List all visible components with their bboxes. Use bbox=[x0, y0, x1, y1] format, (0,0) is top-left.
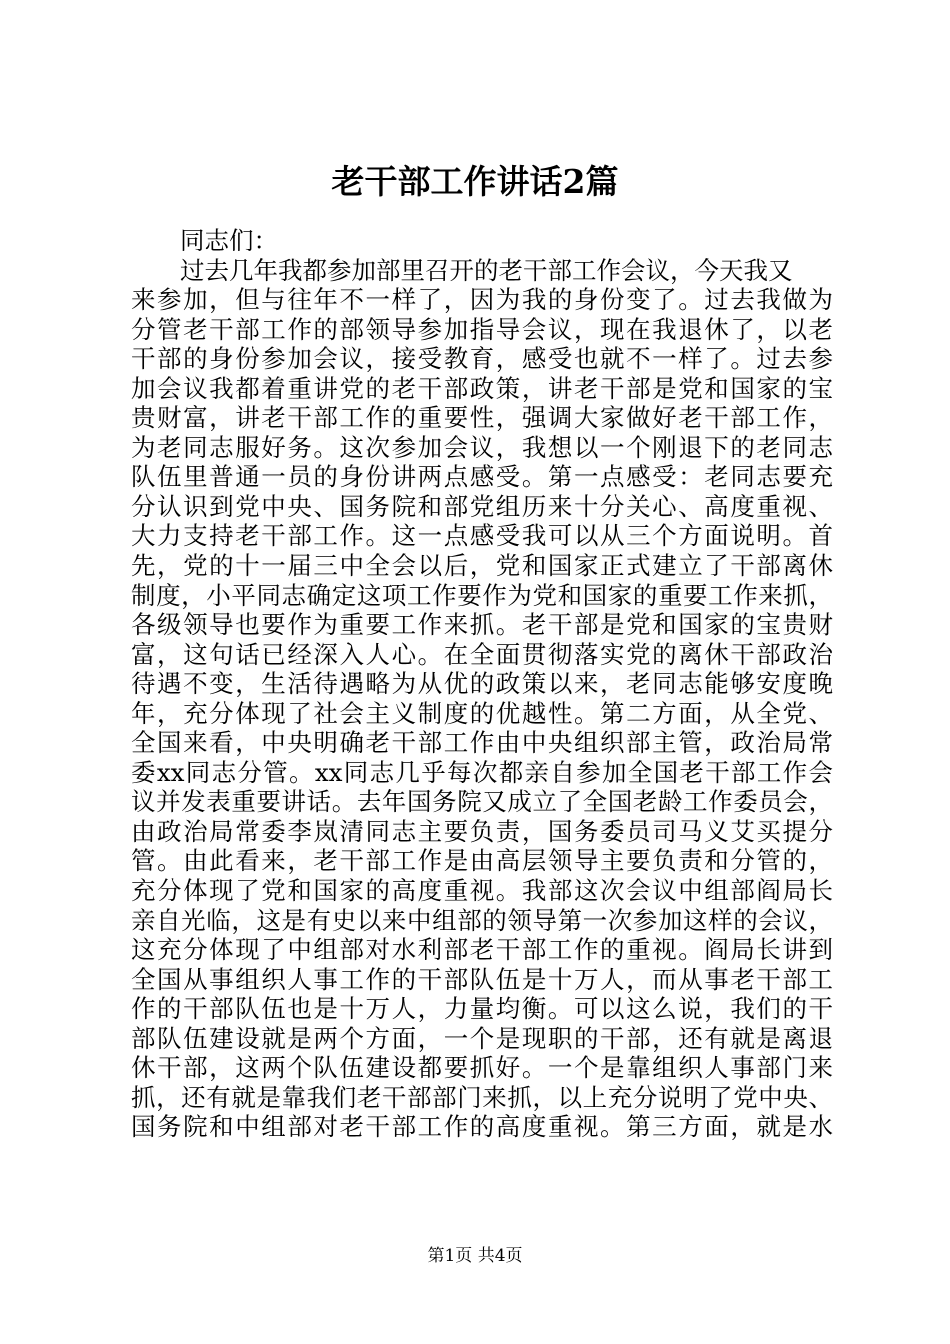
paragraph-line: 充分体现了党和国家的高度重视。我部这次会议中组部阎局长 bbox=[131, 876, 833, 906]
paragraph-line: 加会议我都着重讲党的老干部政策，讲老干部是党和国家的宝 bbox=[131, 373, 833, 403]
paragraph-line: 待遇不变，生活待遇略为从优的政策以来，老同志能够安度晚 bbox=[131, 669, 833, 699]
paragraph-line: 这充分体现了中组部对水利部老干部工作的重视。阎局长讲到 bbox=[131, 935, 833, 965]
paragraph-line: 亲自光临，这是有史以来中组部的领导第一次参加这样的会议， bbox=[131, 905, 833, 935]
paragraph-line: 作的干部队伍也是十万人，力量均衡。可以这么说，我们的干 bbox=[131, 994, 833, 1024]
paragraph-line: 休干部，这两个队伍建设都要抓好。一个是靠组织人事部门来 bbox=[131, 1053, 833, 1083]
paragraph-line: 全国来看，中央明确老干部工作由中央组织部主管，政治局常 bbox=[131, 728, 833, 758]
paragraph-line: 议并发表重要讲话。去年国务院又成立了全国老龄工作委员会， bbox=[131, 787, 833, 817]
paragraph-line: 分认识到党中央、国务院和部党组历来十分关心、高度重视、 bbox=[131, 491, 833, 521]
paragraph-line: 部队伍建设就是两个方面，一个是现职的干部，还有就是离退 bbox=[131, 1023, 833, 1053]
paragraph-line: 各级领导也要作为重要工作来抓。老干部是党和国家的宝贵财 bbox=[131, 610, 833, 640]
page-title: 老干部工作讲话2篇 bbox=[331, 162, 619, 201]
paragraph-line: 制度，小平同志确定这项工作要作为党和国家的重要工作来抓， bbox=[131, 580, 833, 610]
paragraph-line: 委xx同志分管。xx同志几乎每次都亲自参加全国老干部工作会 bbox=[131, 757, 833, 787]
paragraph-line: 管。由此看来，老干部工作是由高层领导主要负责和分管的， bbox=[131, 846, 833, 876]
paragraph-line: 队伍里普通一员的身份讲两点感受。第一点感受：老同志要充 bbox=[131, 462, 833, 492]
paragraph-line: 干部的身份参加会议，接受教育，感受也就不一样了。过去参 bbox=[131, 344, 833, 374]
paragraph-line: 分管老干部工作的部领导参加指导会议，现在我退休了，以老 bbox=[131, 314, 833, 344]
paragraph-line: 先，党的十一届三中全会以后，党和国家正式建立了干部离休 bbox=[131, 551, 833, 581]
paragraph-line: 国务院和中组部对老干部工作的高度重视。第三方面，就是水 bbox=[131, 1112, 833, 1142]
paragraph-line: 贵财富，讲老干部工作的重要性，强调大家做好老干部工作， bbox=[131, 403, 833, 433]
paragraph-line: 来参加，但与往年不一样了，因为我的身份变了。过去我做为 bbox=[131, 285, 833, 315]
document-body bbox=[131, 226, 833, 1142]
paragraph-line: 抓，还有就是靠我们老干部部门来抓，以上充分说明了党中央、 bbox=[131, 1082, 833, 1112]
paragraph-line: 由政治局常委李岚清同志主要负责，国务委员司马义艾买提分 bbox=[131, 816, 833, 846]
paragraph-line: 全国从事组织人事工作的干部队伍是十万人，而从事老干部工 bbox=[131, 964, 833, 994]
paragraph-line: 大力支持老干部工作。这一点感受我可以从三个方面说明。首 bbox=[131, 521, 833, 551]
salutation: 同志们： bbox=[180, 226, 278, 255]
paragraph-line: 为老同志服好务。这次参加会议，我想以一个刚退下的老同志 bbox=[131, 432, 833, 462]
paragraph-line: 富，这句话已经深入人心。在全面贯彻落实党的离休干部政治 bbox=[131, 639, 833, 669]
page-number-footer: 第1页 共4页 bbox=[427, 1246, 523, 1266]
paragraph-line: 过去几年我都参加部里召开的老干部工作会议，今天我又 bbox=[180, 255, 793, 285]
paragraph-line: 年，充分体现了社会主义制度的优越性。第二方面，从全党、 bbox=[131, 698, 833, 728]
